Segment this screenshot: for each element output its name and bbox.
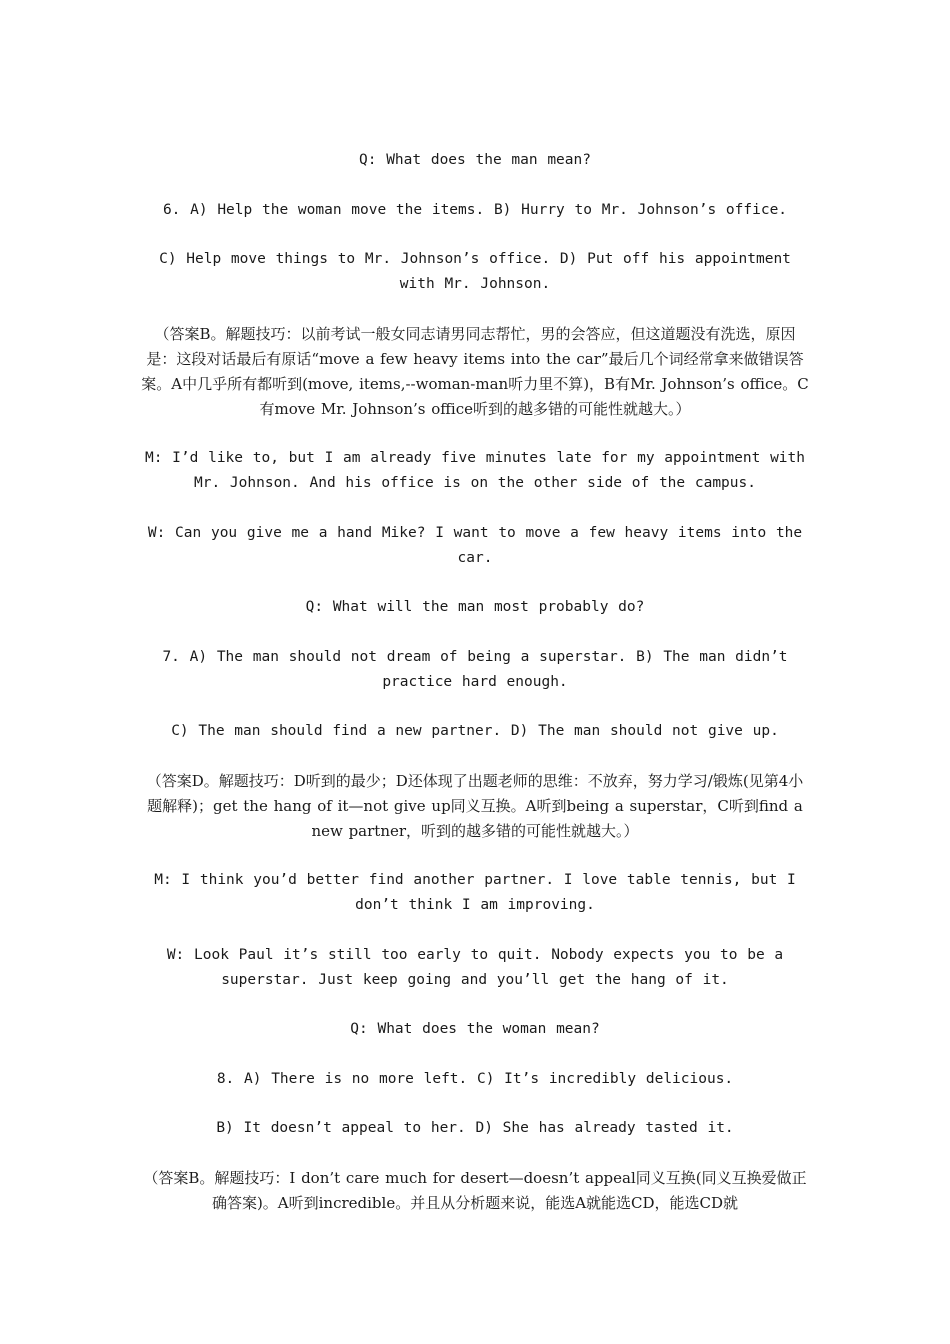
answer-explanation-7: （答案D。解题技巧：D听到的最少；D还体现了出题老师的思维：不放弃，努力学习/锻炼(见第4小题解释)；get the hang of it—not give up同义互换。A听到being a superstar，C听到find a new partner，听到的越多错的可能性就越大。） bbox=[146, 771, 804, 840]
document-page bbox=[140, 148, 810, 1240]
dialogue-man-6: M: I’d like to, but I am already five minutes late for my appointment with Mr. Johnson. And his office is on the other side of the campus. bbox=[144, 450, 805, 491]
options-7-cd: C) The man should find a new partner. D) The man should not give up. bbox=[171, 723, 779, 739]
dialogue-man-7: M: I think you’d better find another partner. I love table tennis, but I don’t think I am improving. bbox=[154, 872, 796, 913]
options-6-ab: 6. A) Help the woman move the items. B) Hurry to Mr. Johnson’s office. bbox=[162, 201, 788, 218]
question-prompt-7: Q: What does the woman mean? bbox=[350, 1021, 600, 1037]
options-8-ac: 8. A) There is no more left. C) It’s incredibly delicious. bbox=[216, 1070, 734, 1087]
options-8-bd: B) It doesn’t appeal to her. D) She has already tasted it. bbox=[216, 1120, 734, 1136]
answer-explanation-8: （答案B。解题技巧：I don’t care much for desert—doesn’t appeal同义互换(同义互换爱做正确答案)。A听到incredible。并且从分析题来说，能选A就能选CD，能选CD就 bbox=[143, 1168, 807, 1212]
question-prompt-5: Q: What does the man mean? bbox=[359, 152, 591, 168]
options-6-cd: C) Help move things to Mr. Johnson’s office. D) Put off his appointment with Mr. Johnson. bbox=[159, 251, 791, 292]
question-prompt-6: Q: What will the man most probably do? bbox=[305, 599, 645, 615]
answer-explanation-6: （答案B。解题技巧：以前考试一般女同志请男同志帮忙，男的会答应，但这道题没有洗选，原因是：这段对话最后有原话“move a few heavy items into the car”最后几个词经常拿来做错误答案。A中几乎所有都听到(move, items,--woman-man听力里不算)，B有Mr. Johnson’s office。C有move Mr. Johnson’s office听到的越多错的可能性就越大。） bbox=[141, 324, 809, 418]
dialogue-woman-6: W: Can you give me a hand Mike? I want to move a few heavy items into the car. bbox=[147, 524, 803, 566]
options-7-ab: 7. A) The man should not dream of being a superstar. B) The man didn’t practice hard enough. bbox=[162, 648, 788, 690]
dialogue-woman-7: W: Look Paul it’s still too early to quit. Nobody expects you to be a superstar. Just keep going and you’ll get the hang of it. bbox=[166, 946, 784, 988]
